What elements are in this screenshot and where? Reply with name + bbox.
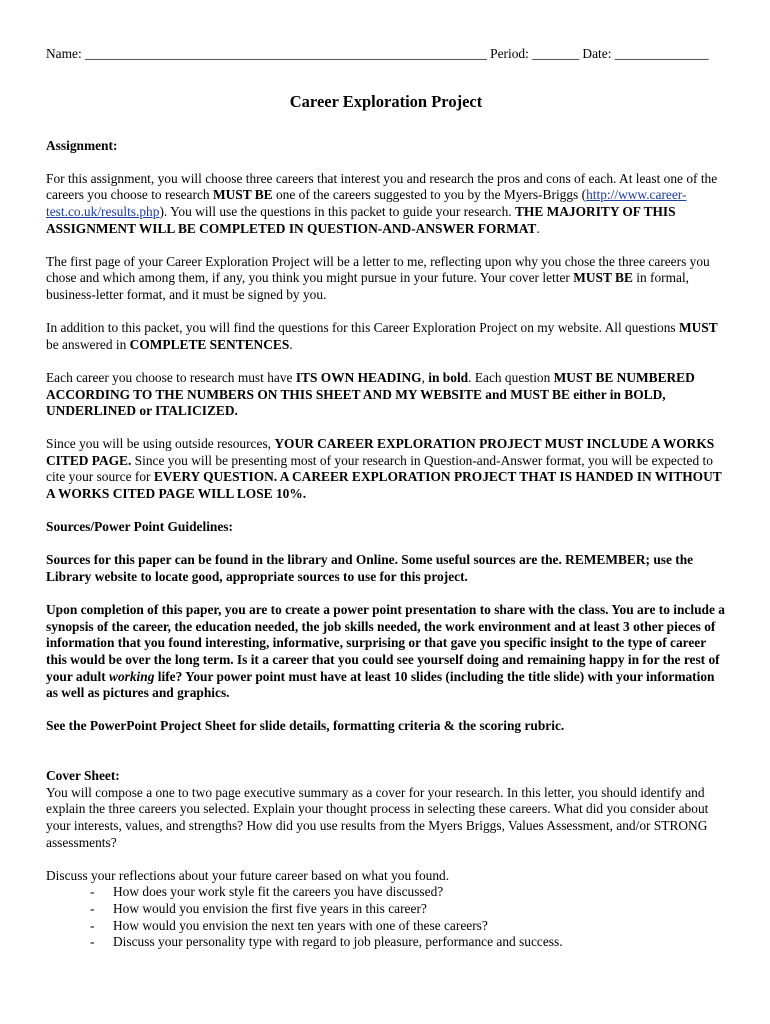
bold-text: in bold bbox=[428, 369, 469, 385]
list-item bbox=[46, 918, 726, 935]
bullet-dash: - bbox=[90, 900, 95, 916]
text: Each career you choose to research must have bbox=[46, 369, 296, 385]
text: Upon completion of this paper, you are to create a power point presentation to share with the class. You are to include a synopsis of the career, the education needed, the job skills needed, the work environment and at least 3 other pieces of information that you found interesting, informative, surprising or that gave you specific insight to the type of career this would be over the long term. Is it a career that you could see yourself doing and remaining happy in for the rest of your adult bbox=[46, 602, 725, 684]
text: life? Your power point must have at least 10 slides (including the title slide) with your information as well as pictures and graphics. bbox=[46, 668, 715, 701]
cover-sheet-paragraph-2: Discuss your reflections about your future career based on what you found. bbox=[46, 867, 450, 883]
assignment-paragraph-1 bbox=[46, 171, 726, 237]
text: The first page of your Career Exploration Project will be a letter to me, reflecting upon why you chose the three careers you chose and which among them, if any, you think you might pursue in your future. Your cover letter bbox=[46, 253, 710, 286]
list-item-text: How would you envision the first five years in this career? bbox=[113, 900, 427, 916]
assignment-heading: Assignment: bbox=[46, 137, 118, 153]
bold-text: MUST bbox=[678, 320, 718, 336]
text: be answered in bbox=[46, 336, 130, 352]
period-blank: _______ bbox=[532, 46, 580, 61]
list-item-text: How does your work style fit the careers you have discussed? bbox=[113, 884, 444, 900]
name-blank: ____________________________________________________________ bbox=[85, 46, 487, 61]
text: For this assignment, you will choose three careers that interest you and research the pros and cons of each. At least one of the careers you choose to research bbox=[46, 170, 718, 203]
list-item bbox=[46, 901, 726, 918]
text: Since you will be presenting most of your research in Question-and-Answer format, you will be expected to cite your source for bbox=[46, 452, 713, 485]
bold-text: MUST BE NUMBERED ACCORDING TO THE NUMBERS ON THIS SHEET AND MY WEBSITE and MUST BE either in BOLD, UNDERLINED or ITALICIZED. bbox=[46, 369, 695, 419]
period-label: Period: bbox=[490, 46, 529, 61]
page-title: Career Exploration Project bbox=[289, 91, 483, 111]
sources-paragraph-3: See the PowerPoint Project Sheet for slide details, formatting criteria & the scoring rubric. bbox=[46, 718, 565, 734]
text: ). You will use the questions in this packet to guide your research. bbox=[159, 203, 515, 219]
bullet-dash: - bbox=[90, 917, 95, 933]
spacer bbox=[46, 752, 726, 769]
list-item-text: Discuss your personality type with regard to job pleasure, performance and success. bbox=[113, 934, 563, 950]
text: . bbox=[536, 220, 540, 236]
cover-sheet-heading: Cover Sheet: bbox=[46, 768, 120, 784]
text: . bbox=[289, 336, 293, 352]
text: in formal, business-letter format, and it must be signed by you. bbox=[46, 270, 690, 302]
bold-text: EVERY QUESTION. A CAREER EXPLORATION PROJECT THAT IS HANDED IN WITHOUT A WORKS CITED PAGE WILL LOSE 10%. bbox=[46, 469, 722, 502]
bullet-dash: - bbox=[90, 884, 95, 900]
list-item-text: How would you envision the next ten years with one of these careers? bbox=[113, 917, 488, 933]
assignment-paragraph-5 bbox=[46, 436, 726, 502]
text: Since you will be using outside resources, bbox=[46, 436, 275, 452]
assignment-paragraph-3 bbox=[46, 320, 726, 353]
reflection-list bbox=[46, 884, 726, 950]
sources-heading: Sources/Power Point Guidelines: bbox=[46, 519, 233, 535]
sources-paragraph-2 bbox=[46, 602, 726, 702]
bold-text: MUST BE bbox=[573, 270, 633, 286]
date-label: Date: bbox=[582, 46, 612, 61]
text: In addition to this packet, you will find the questions for this Career Exploration Project on my website. All questions bbox=[46, 320, 679, 336]
header-line bbox=[46, 46, 726, 63]
bold-text: ITS OWN HEADING bbox=[295, 369, 422, 385]
bold-text: MUST BE bbox=[212, 187, 273, 203]
assignment-paragraph-4 bbox=[46, 370, 726, 420]
date-blank: ______________ bbox=[614, 46, 709, 61]
italic-text: working bbox=[109, 668, 155, 684]
text: . Each question bbox=[468, 369, 554, 385]
bold-text: THE MAJORITY OF THIS ASSIGNMENT WILL BE COMPLETED IN QUESTION-AND-ANSWER FORMAT bbox=[46, 203, 676, 236]
assignment-paragraph-2 bbox=[46, 254, 726, 304]
bold-text: YOUR CAREER EXPLORATION PROJECT MUST INCLUDE A WORKS CITED PAGE. bbox=[46, 436, 715, 468]
text: one of the careers suggested to you by the Myers-Briggs ( bbox=[272, 187, 587, 203]
name-label: Name: bbox=[46, 46, 82, 61]
bold-text: COMPLETE SENTENCES bbox=[129, 336, 290, 352]
bullet-dash: - bbox=[90, 934, 95, 950]
cover-sheet-paragraph-1: You will compose a one to two page executive summary as a cover for your research. In this letter, you should identify and explain the three careers you selected. Explain your thought process in selecting these careers. What did you consider about your interests, values, and strengths? How did you use results from the Myers Briggs, Values Assessment, and/or STRONG assessments? bbox=[46, 784, 709, 850]
list-item bbox=[46, 884, 726, 901]
list-item bbox=[46, 934, 726, 951]
myers-briggs-link[interactable]: http://www.career-test.co.uk/results.php bbox=[46, 187, 687, 219]
text: , bbox=[421, 369, 429, 385]
sources-paragraph-1: Sources for this paper can be found in the library and Online. Some useful sources are the. REMEMBER; use the Library website to locate good, appropriate sources to use for this project. bbox=[46, 552, 694, 585]
